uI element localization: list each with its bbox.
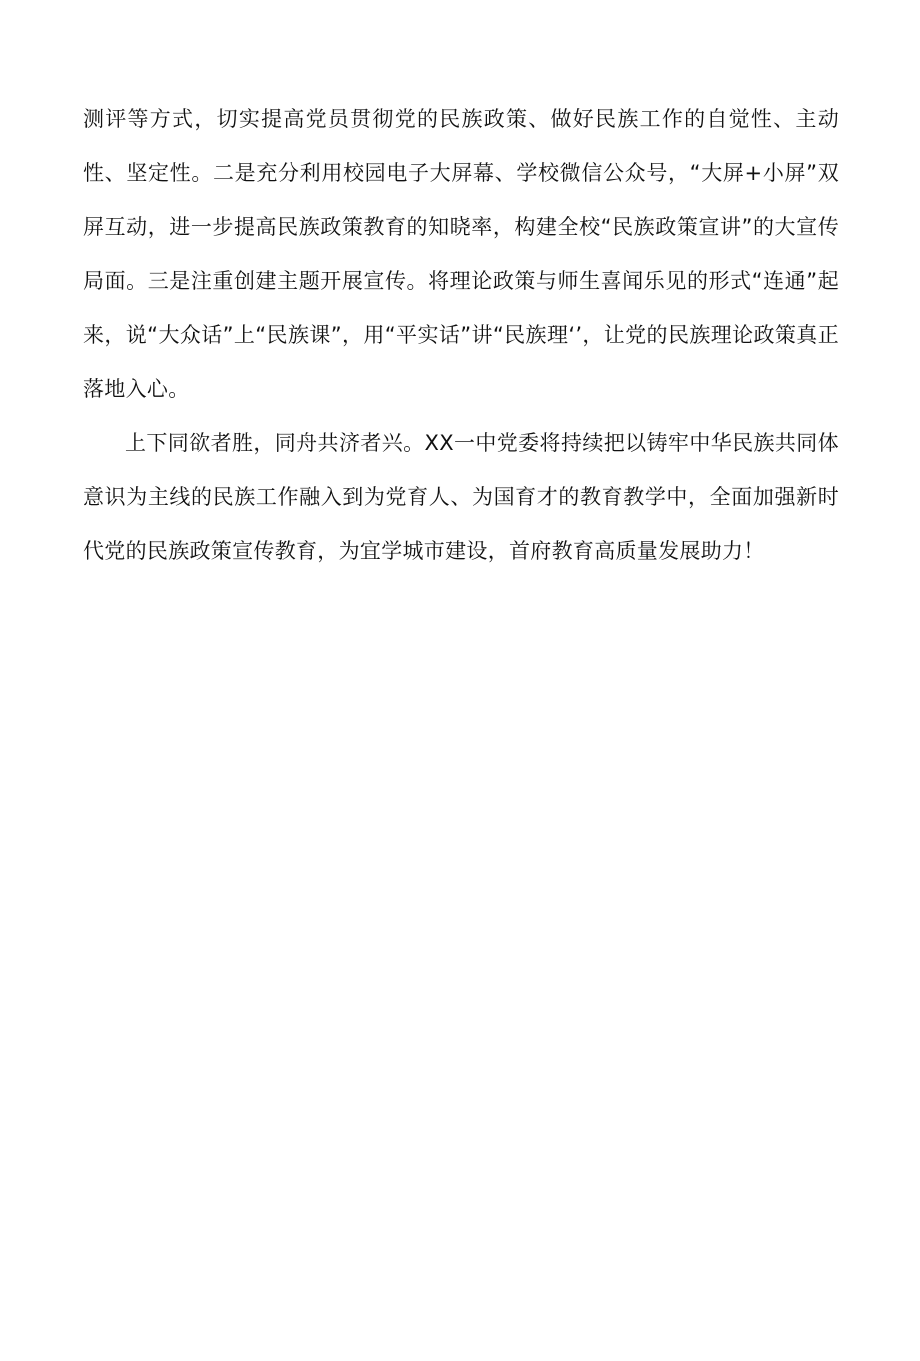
paragraph-continuation: 测评等方式，切实提高党员贯彻党的民族政策、做好民族工作的自觉性、主动性、坚定性。二是充分利用校园电子大屏幕、学校微信公众号，“大屏+小屏”双屏互动，进一步提高民族政策教育的知晓率，构建全校“民族政策宣讲”的大宣传局面。三是注重创建主题开展宣传。将理论政策与师生喜闻乐见的形式“连通”起来，说“大众话”上“民族课”，用“平实话”讲“民族理‘’，让党的民族理论政策真正落地入心。 [83, 107, 839, 401]
paragraph-conclusion: 上下同欲者胜，同舟共济者兴。XX一中党委将持续把以铸牢中华民族共同体意识为主线的民族工作融入到为党育人、为国育才的教育教学中，全面加强新时代党的民族政策宣传教育，为宜学城市建设，首府教育高质量发展助力！ [83, 431, 839, 563]
document-body [83, 92, 839, 578]
